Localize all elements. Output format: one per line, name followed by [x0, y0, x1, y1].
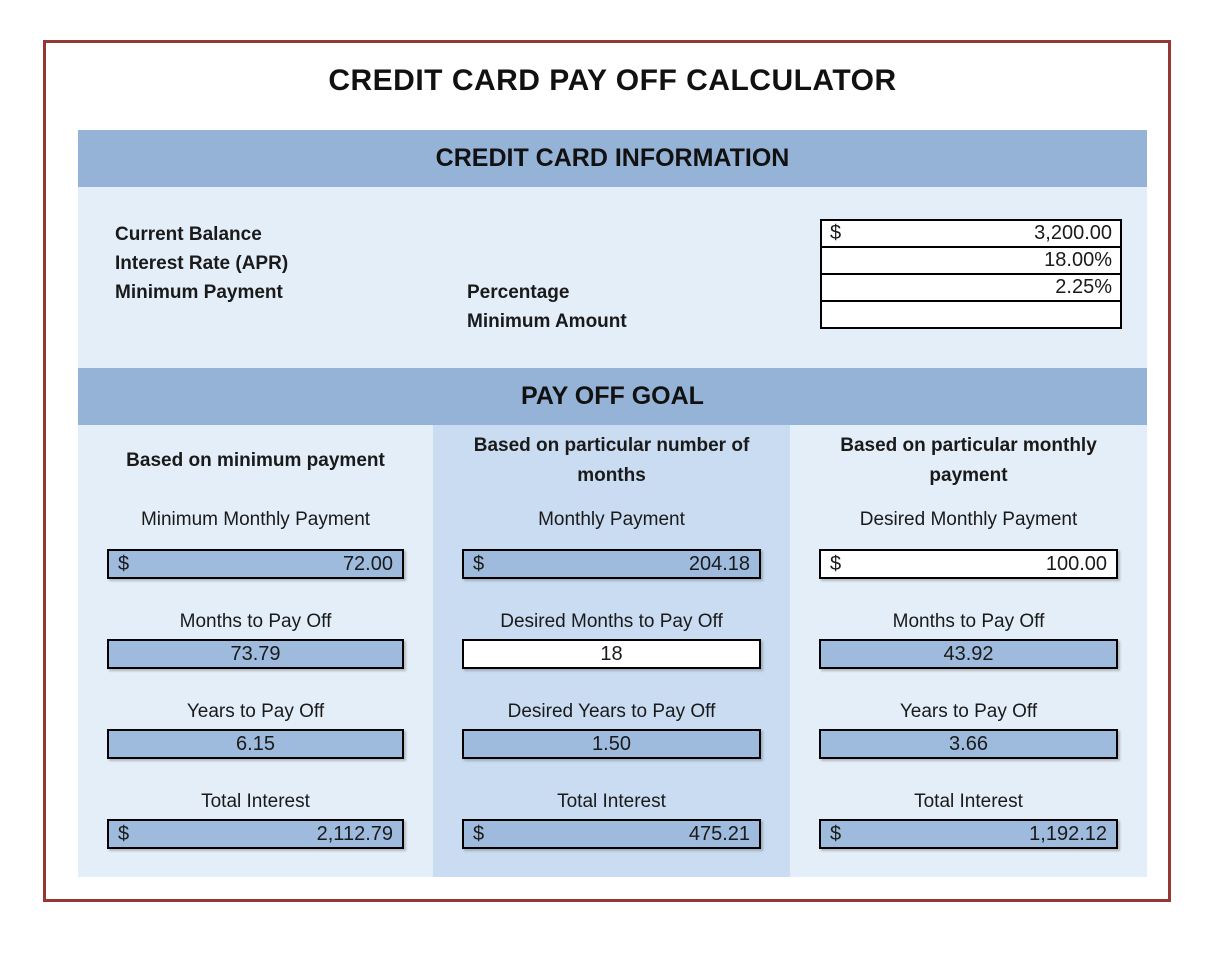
- minimum-payment-percentage-field[interactable]: [820, 273, 1122, 302]
- column-monthly-payment-header: Based on particular monthly payment: [840, 435, 1097, 486]
- column-monthly-payment: [790, 425, 1147, 877]
- info-input-fields: [820, 219, 1122, 329]
- field-group: [462, 507, 761, 579]
- desired-months-to-pay-off-label: Desired Months to Pay Off: [500, 611, 723, 632]
- desired-months-to-pay-off-field[interactable]: [462, 639, 761, 669]
- total-interest-label: Total Interest: [557, 791, 666, 812]
- info-labels-left: [115, 220, 288, 307]
- field-group: [819, 507, 1118, 579]
- current-balance-value: 3,200.00: [1034, 222, 1112, 244]
- desired-monthly-payment-label: Desired Monthly Payment: [859, 509, 1078, 530]
- credit-card-information-header: [78, 130, 1147, 187]
- minimum-amount-label: Minimum Amount: [467, 311, 627, 332]
- pay-off-goal-header: [78, 368, 1147, 425]
- column-minimum-payment-header: Based on minimum payment: [126, 450, 385, 471]
- years-to-pay-off-field: [107, 729, 404, 759]
- desired-monthly-payment-field[interactable]: [819, 549, 1118, 579]
- desired-years-to-pay-off-value: 1.50: [592, 732, 631, 755]
- desired-months-to-pay-off-value: 18: [600, 642, 623, 665]
- column-minimum-payment: [78, 425, 433, 877]
- minimum-monthly-payment-field: [107, 549, 404, 579]
- months-to-pay-off-label: Months to Pay Off: [179, 611, 332, 632]
- pay-off-goal-columns: [78, 425, 1147, 877]
- total-interest-field: [462, 819, 761, 849]
- percentage-label: Percentage: [467, 282, 570, 303]
- credit-card-information-section: [78, 187, 1147, 368]
- total-interest-label: Total Interest: [914, 791, 1023, 812]
- currency-prefix: $: [473, 552, 485, 575]
- minimum-payment-percentage-value: 2.25%: [1055, 276, 1112, 298]
- field-group: [819, 789, 1118, 849]
- current-balance-label: Current Balance: [115, 224, 262, 245]
- desired-years-to-pay-off-label: Desired Years to Pay Off: [507, 701, 716, 722]
- monthly-payment-label: Monthly Payment: [538, 509, 685, 530]
- column-number-of-months: [433, 425, 790, 877]
- credit-card-information-header-label: CREDIT CARD INFORMATION: [435, 144, 790, 172]
- monthly-payment-value: 204.18: [688, 552, 750, 575]
- minimum-payment-label: Minimum Payment: [115, 282, 283, 303]
- interest-rate-value: 18.00%: [1044, 249, 1112, 271]
- total-interest-value: 2,112.79: [316, 822, 393, 845]
- interest-rate-label: Interest Rate (APR): [115, 253, 289, 274]
- years-to-pay-off-value: 3.66: [949, 732, 988, 755]
- minimum-amount-field[interactable]: [820, 300, 1122, 329]
- desired-years-to-pay-off-field: [462, 729, 761, 759]
- info-labels-middle: [467, 278, 627, 336]
- years-to-pay-off-value: 6.15: [236, 732, 275, 755]
- years-to-pay-off-label: Years to Pay Off: [899, 701, 1038, 722]
- months-to-pay-off-field: [107, 639, 404, 669]
- current-balance-field[interactable]: [820, 219, 1122, 248]
- total-interest-label: Total Interest: [201, 791, 310, 812]
- years-to-pay-off-label: Years to Pay Off: [186, 701, 325, 722]
- desired-monthly-payment-value: 100.00: [1045, 552, 1107, 575]
- months-to-pay-off-field: [819, 639, 1118, 669]
- field-group: [107, 507, 404, 579]
- monthly-payment-field: [462, 549, 761, 579]
- months-to-pay-off-label: Months to Pay Off: [892, 611, 1045, 632]
- field-group: [819, 609, 1118, 669]
- currency-prefix: $: [830, 552, 842, 575]
- currency-prefix: $: [830, 822, 842, 845]
- field-group: [462, 609, 761, 669]
- years-to-pay-off-field: [819, 729, 1118, 759]
- field-group: [462, 789, 761, 849]
- currency-prefix: $: [118, 552, 130, 575]
- field-group: [107, 789, 404, 849]
- field-group: [462, 699, 761, 759]
- currency-prefix: $: [830, 222, 842, 244]
- total-interest-value: 475.21: [688, 822, 750, 845]
- field-group: [107, 609, 404, 669]
- field-group: [107, 699, 404, 759]
- pay-off-goal-header-label: PAY OFF GOAL: [521, 382, 704, 410]
- total-interest-value: 1,192.12: [1029, 822, 1107, 845]
- months-to-pay-off-value: 43.92: [943, 642, 994, 665]
- total-interest-field: [819, 819, 1118, 849]
- interest-rate-field[interactable]: [820, 246, 1122, 275]
- column-number-of-months-header: Based on particular number of months: [473, 435, 750, 486]
- minimum-monthly-payment-value: 72.00: [342, 552, 393, 575]
- page-title: CREDIT CARD PAY OFF CALCULATOR: [328, 64, 897, 97]
- minimum-monthly-payment-label: Minimum Monthly Payment: [140, 509, 371, 530]
- total-interest-field: [107, 819, 404, 849]
- field-group: [819, 699, 1118, 759]
- currency-prefix: $: [473, 822, 485, 845]
- months-to-pay-off-value: 73.79: [230, 642, 281, 665]
- currency-prefix: $: [118, 822, 130, 845]
